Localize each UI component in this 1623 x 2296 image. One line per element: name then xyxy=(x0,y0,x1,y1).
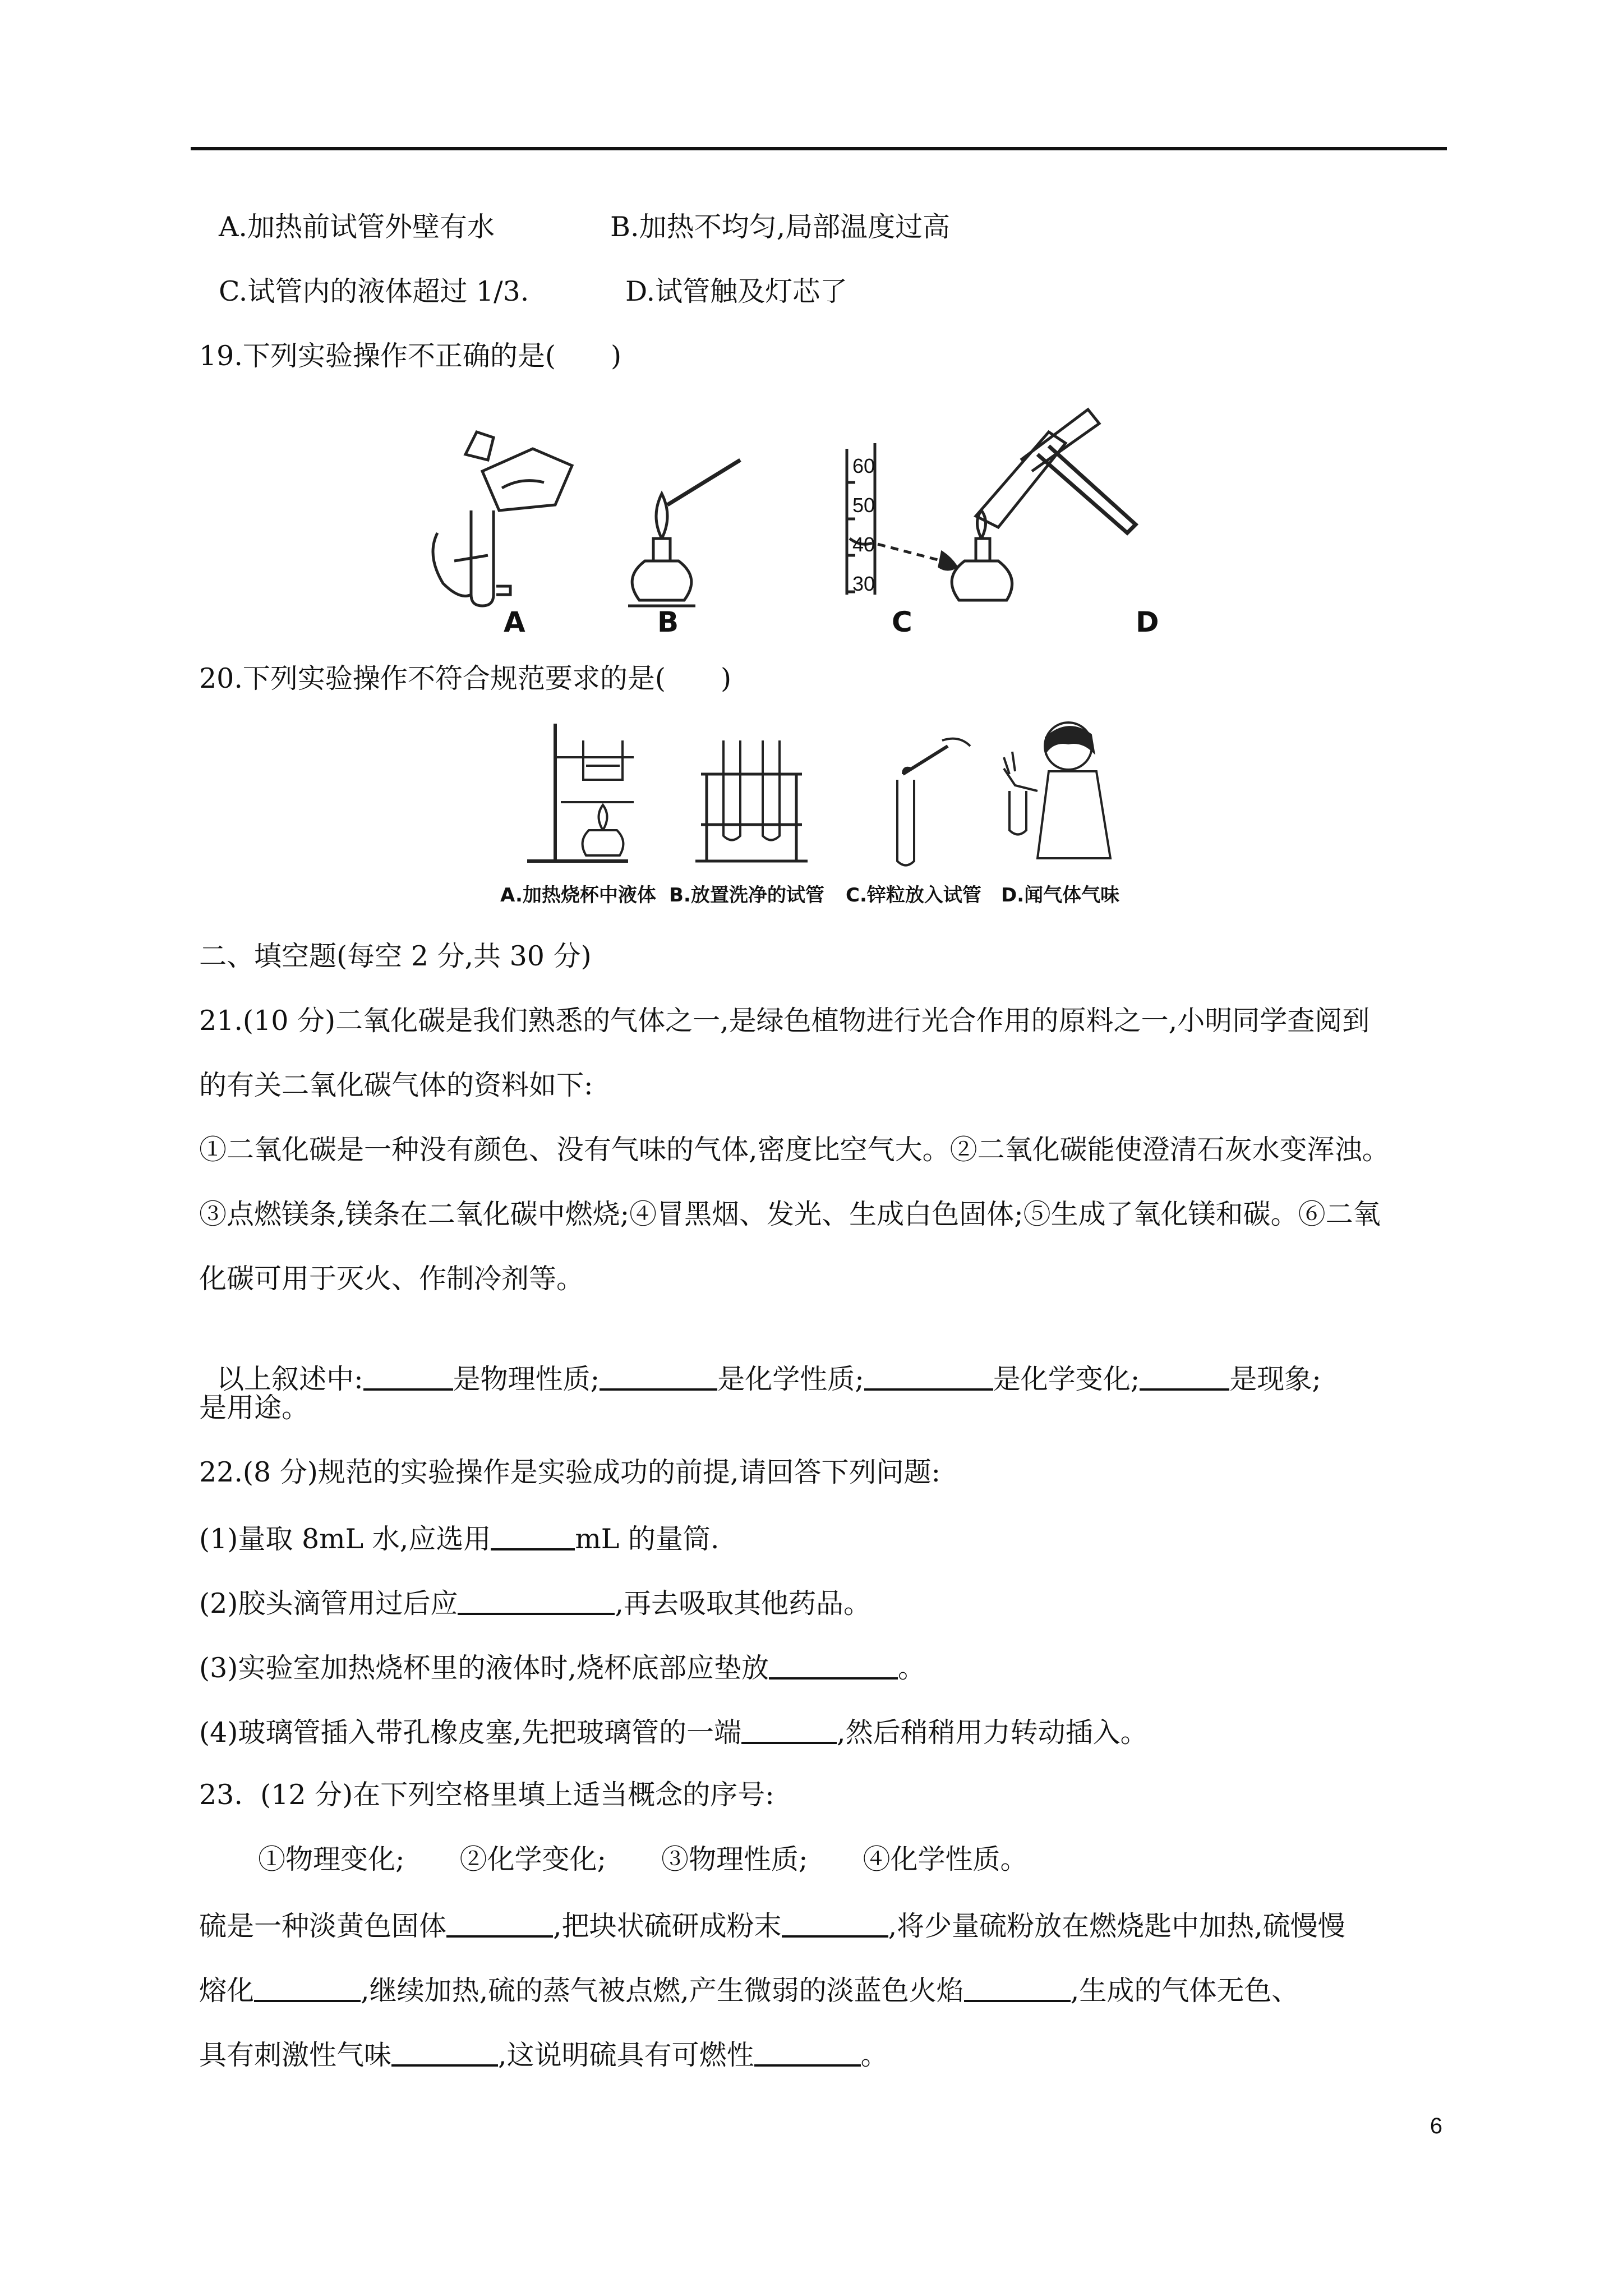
q20-caption-b: B.放置洗净的试管 xyxy=(669,884,824,907)
q21-fill-tail: 是用途。 xyxy=(199,1392,310,1424)
q23-blank-2[interactable] xyxy=(782,1907,888,1938)
q23-para-line3 xyxy=(199,2036,888,2072)
q21-line2: 的有关二氧化碳气体的资料如下: xyxy=(199,1069,593,1101)
q23-para-line2 xyxy=(199,1972,1299,2008)
q23-options: ①物理变化; ②化学变化; ③物理性质; ④化学性质。 xyxy=(258,1843,1028,1875)
q23-blank-3[interactable] xyxy=(254,1972,361,2002)
q21-fill-d: 是现象; xyxy=(1229,1363,1321,1395)
q18-option-d: D.试管触及灯芯了 xyxy=(625,275,848,307)
q23-p3a: 具有刺激性气味 xyxy=(199,2039,392,2071)
q19-figure-d xyxy=(952,409,1136,600)
q19-label-d: D xyxy=(1136,606,1159,638)
q22-sub1-text: (1)量取 8mL 水,应选用 xyxy=(199,1523,491,1555)
q20-figure-d xyxy=(1004,723,1110,858)
q19-label-b: B xyxy=(657,606,679,638)
section2-heading: 二、填空题(每空 2 分,共 30 分) xyxy=(199,940,592,972)
q22-sub2-tail: ,再去吸取其他药品。 xyxy=(615,1588,871,1619)
q21-fill-prefix: 以上叙述中: xyxy=(216,1363,363,1395)
q20-figure-a xyxy=(527,724,634,861)
q20-caption-a: A.加热烧杯中液体 xyxy=(500,884,656,907)
q20-stem: 20.下列实验操作不符合规范要求的是( ) xyxy=(199,662,732,694)
q19-figure xyxy=(404,393,1245,639)
q20-caption-c: C.锌粒放入试管 xyxy=(846,884,981,907)
q23-p2b: ,继续加热,硫的蒸气被点燃,产生微弱的淡蓝色火焰 xyxy=(361,1975,964,2007)
q21-fill-line xyxy=(199,1327,1321,1396)
q22-sub1-tail: mL 的量筒. xyxy=(575,1523,720,1555)
q23-blank-1[interactable] xyxy=(446,1907,553,1938)
q22-sub4-tail: ,然后稍稍用力转动插入。 xyxy=(837,1717,1148,1749)
q18-option-b: B.加热不均匀,局部温度过高 xyxy=(610,211,951,243)
q19-cylinder-tick-30: 30 xyxy=(852,572,875,595)
q19-figure-b xyxy=(628,460,740,606)
q19-cylinder-tick-60: 60 xyxy=(852,454,875,477)
q21-blank-3[interactable] xyxy=(864,1360,993,1391)
q20-figure xyxy=(516,718,1122,881)
q23-p3c: 。 xyxy=(860,2039,888,2071)
q23-p1b: ,把块状硫研成粉末 xyxy=(553,1910,782,1942)
page-number: 6 xyxy=(1430,2114,1442,2138)
q23-p2a: 熔化 xyxy=(199,1975,255,2007)
q22-stem: 22.(8 分)规范的实验操作是实验成功的前提,请回答下列问题: xyxy=(199,1456,940,1488)
q22-sub4 xyxy=(199,1714,1148,1750)
q23-blank-4[interactable] xyxy=(964,1972,1071,2002)
q22-blank-4[interactable] xyxy=(741,1714,837,1744)
q23-p3b: ,这说明硫具有可燃性 xyxy=(498,2039,754,2071)
q23-blank-5[interactable] xyxy=(391,2036,498,2067)
q22-sub3-text: (3)实验室加热烧杯里的液体时,烧杯底部应垫放 xyxy=(199,1652,769,1684)
q21-blank-4[interactable] xyxy=(1140,1360,1229,1391)
q22-blank-1[interactable] xyxy=(491,1520,575,1550)
q19-cylinder-tick-50: 50 xyxy=(852,494,875,517)
q22-sub1 xyxy=(199,1520,719,1556)
q19-label-c: C xyxy=(892,606,912,638)
q22-sub2-text: (2)胶头滴管用过后应 xyxy=(199,1588,458,1619)
q23-p1c: ,将少量硫粉放在燃烧匙中加热,硫慢慢 xyxy=(888,1910,1345,1942)
q21-fill-c: 是化学变化; xyxy=(993,1363,1140,1395)
q22-sub3-tail: 。 xyxy=(898,1652,926,1684)
q21-line3: ①二氧化碳是一种没有颜色、没有气味的气体,密度比空气大。②二氧化碳能使澄清石灰水变浑浊。 xyxy=(199,1134,1390,1166)
q19-cylinder-tick-40: 40 xyxy=(852,533,875,556)
q22-blank-3[interactable] xyxy=(769,1649,898,1680)
q23-stem: 23. (12 分)在下列空格里填上适当概念的序号: xyxy=(199,1779,774,1811)
q21-line5: 化碳可用于灭火、作制冷剂等。 xyxy=(199,1263,584,1295)
q18-option-c: C.试管内的液体超过 1/3. xyxy=(219,275,529,307)
q22-sub3 xyxy=(199,1649,925,1685)
q23-p1a: 硫是一种淡黄色固体 xyxy=(199,1910,447,1942)
q23-p2c: ,生成的气体无色、 xyxy=(1070,1975,1299,2007)
q22-sub4-text: (4)玻璃管插入带孔橡皮塞,先把玻璃管的一端 xyxy=(199,1717,741,1749)
header-rule xyxy=(191,147,1447,150)
q21-fill-b: 是化学性质; xyxy=(717,1363,864,1395)
q21-blank-2[interactable] xyxy=(600,1360,717,1391)
q18-option-a: A.加热前试管外壁有水 xyxy=(219,211,495,243)
q23-para-line1 xyxy=(199,1907,1345,1943)
q22-sub2 xyxy=(199,1585,871,1621)
q20-figure-b xyxy=(695,740,808,861)
q20-caption-d: D.闻气体气味 xyxy=(1001,884,1120,907)
q19-figure-a xyxy=(433,432,572,606)
q20-figure-c xyxy=(897,739,970,866)
q21-blank-1[interactable] xyxy=(363,1360,453,1391)
q21-line1: 21.(10 分)二氧化碳是我们熟悉的气体之一,是绿色植物进行光合作用的原料之一,小明同学查阅到 xyxy=(199,1005,1370,1037)
q21-fill-a: 是物理性质; xyxy=(453,1363,600,1395)
q22-blank-2[interactable] xyxy=(458,1585,615,1615)
q21-line4: ③点燃镁条,镁条在二氧化碳中燃烧;④冒黑烟、发光、生成白色固体;⑤生成了氧化镁和碳。⑥二氧 xyxy=(199,1198,1381,1230)
q19-stem: 19.下列实验操作不正确的是( ) xyxy=(199,340,622,372)
q19-label-a: A xyxy=(504,606,525,638)
q23-blank-6[interactable] xyxy=(754,2036,861,2067)
